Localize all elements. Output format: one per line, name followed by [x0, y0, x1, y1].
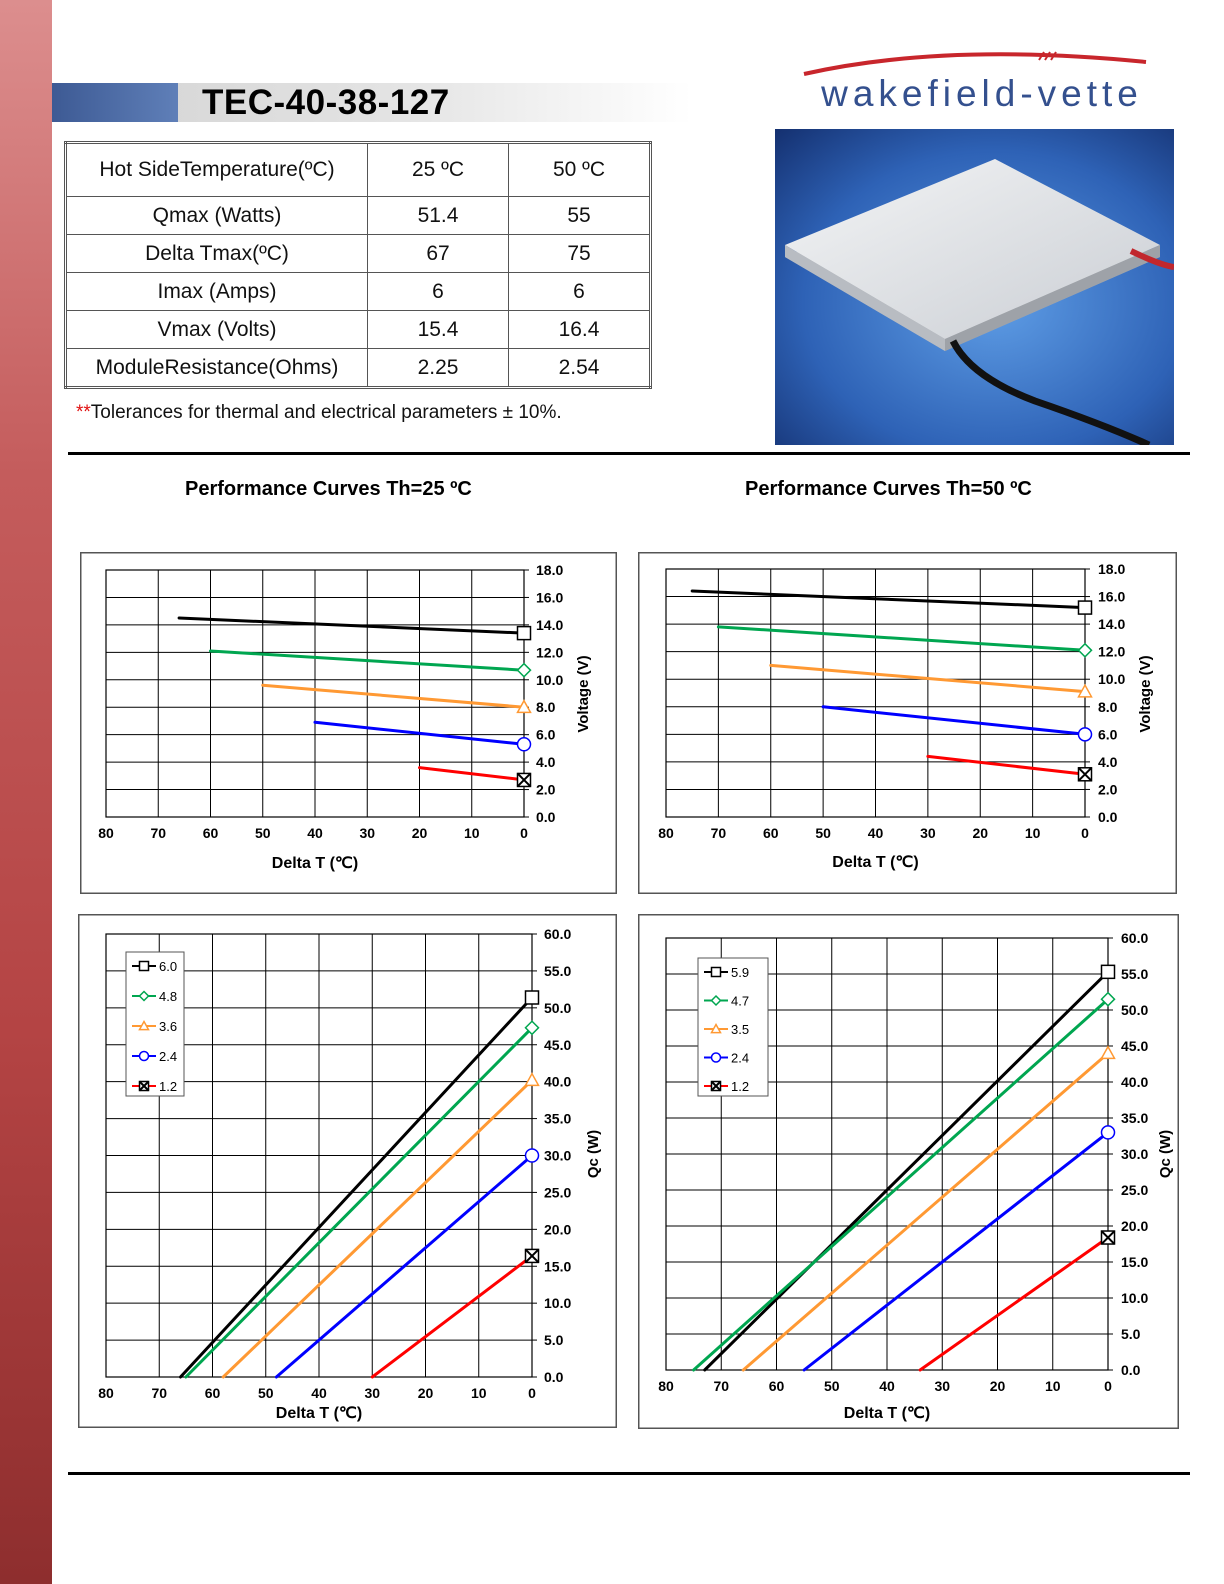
spec-value: 2.54: [509, 349, 651, 388]
x-tick-label: 80: [98, 1385, 114, 1401]
spec-value: 51.4: [368, 197, 509, 235]
chart-voltage-th25: [80, 552, 617, 894]
y-tick-label: 12.0: [536, 644, 564, 661]
y-tick-label: 0.0: [1121, 1362, 1141, 1378]
y-tick-label: 10.0: [1098, 671, 1126, 688]
y-tick-label: 0.0: [536, 809, 556, 825]
y-tick-label: 6.0: [536, 726, 556, 743]
x-tick-label: 80: [658, 1378, 674, 1394]
x-tick-label: 0: [528, 1385, 536, 1401]
spec-value: 16.4: [509, 311, 651, 349]
spec-value: 67: [368, 235, 509, 273]
chart-legend: [698, 958, 768, 1096]
chart-voltage-th50: [638, 552, 1177, 894]
y-tick-label: 15.0: [1121, 1254, 1149, 1270]
x-tick-label: 20: [989, 1378, 1006, 1394]
y-axis-label: Qc (W): [585, 1129, 602, 1179]
x-tick-label: 10: [470, 1385, 487, 1401]
y-tick-label: 4.0: [1098, 753, 1118, 770]
y-tick-label: 0.0: [1098, 809, 1118, 825]
y-tick-label: 45.0: [1121, 1038, 1149, 1054]
y-tick-label: 8.0: [536, 699, 556, 716]
spec-value: 55: [509, 197, 651, 235]
chart-frame: [639, 553, 1177, 894]
spec-row: [66, 235, 651, 273]
series-marker: [712, 1053, 721, 1062]
x-tick-label: 30: [359, 825, 376, 841]
x-tick-label: 60: [202, 825, 219, 841]
spec-value: 15.4: [368, 311, 509, 349]
y-tick-label: 10.0: [536, 671, 564, 688]
y-tick-label: 30.0: [1121, 1146, 1149, 1162]
series-marker: [140, 1052, 149, 1061]
x-axis-label: Delta T (℃): [832, 854, 919, 871]
x-tick-label: 10: [463, 825, 480, 841]
chart-legend: [126, 952, 184, 1096]
x-tick-label: 70: [151, 1385, 168, 1401]
x-tick-label: 50: [254, 825, 271, 841]
x-tick-label: 20: [972, 825, 989, 841]
spec-value: 6: [368, 273, 509, 311]
y-tick-label: 25.0: [1121, 1182, 1149, 1198]
legend-entry: 2.4: [159, 1049, 178, 1064]
series-marker: [140, 1082, 149, 1091]
spec-label: Imax (Amps): [66, 273, 368, 311]
spec-row: [66, 197, 651, 235]
x-tick-label: 50: [815, 825, 831, 841]
y-tick-label: 40.0: [544, 1073, 572, 1090]
y-tick-label: 5.0: [1121, 1326, 1141, 1342]
series-marker: [526, 991, 539, 1004]
legend-entry: 5.9: [731, 965, 750, 980]
x-tick-label: 30: [364, 1385, 381, 1401]
y-tick-label: 2.0: [1098, 781, 1118, 798]
y-tick-label: 55.0: [544, 962, 572, 979]
x-tick-label: 10: [1044, 1378, 1061, 1394]
x-tick-label: 40: [879, 1378, 895, 1394]
y-tick-label: 25.0: [544, 1184, 572, 1201]
perf-title-50: Performance Curves Th=50 ºC: [745, 478, 1032, 500]
spec-row: [66, 273, 651, 311]
spec-label: Hot SideTemperature(ºC): [66, 143, 368, 197]
x-tick-label: 60: [768, 1378, 785, 1394]
y-tick-label: 40.0: [1121, 1074, 1149, 1090]
legend-entry: 1.2: [159, 1079, 178, 1094]
y-axis-label: Voltage (V): [1137, 655, 1154, 733]
y-axis-label: Voltage (V): [575, 655, 592, 733]
spec-value: 75: [509, 235, 651, 273]
x-tick-label: 10: [1024, 825, 1041, 841]
y-tick-label: 8.0: [1098, 698, 1118, 715]
series-marker: [712, 968, 721, 977]
x-tick-label: 0: [520, 825, 528, 841]
legend-entry: 3.5: [731, 1022, 750, 1037]
series-marker: [518, 738, 531, 751]
x-axis-label: Delta T (℃): [271, 855, 359, 872]
y-tick-label: 0.0: [544, 1369, 564, 1385]
spec-label: Delta Tmax(ºC): [66, 235, 368, 273]
series-marker: [140, 962, 149, 971]
series-marker: [1102, 965, 1115, 978]
x-tick-label: 40: [307, 825, 323, 841]
y-tick-label: 14.0: [1098, 616, 1126, 633]
y-tick-label: 10.0: [1121, 1290, 1149, 1306]
tolerance-asterisks: **: [76, 402, 91, 423]
x-tick-label: 70: [710, 825, 727, 841]
x-tick-label: 70: [150, 825, 167, 841]
x-axis-label: Delta T (℃): [843, 1405, 931, 1422]
tolerance-note: [76, 402, 562, 424]
spec-value: 6: [509, 273, 651, 311]
divider-bottom: [68, 1472, 1190, 1475]
tolerance-text: Tolerances for thermal and electrical parameters ± 10%.: [90, 402, 562, 423]
x-tick-label: 20: [417, 1385, 434, 1401]
chart-qc-th25: [78, 914, 617, 1428]
spec-row: [66, 143, 651, 197]
y-tick-label: 50.0: [1121, 1002, 1149, 1018]
x-tick-label: 30: [920, 825, 936, 841]
y-tick-label: 50.0: [544, 999, 572, 1016]
spec-row: [66, 349, 651, 388]
y-tick-label: 15.0: [544, 1258, 572, 1275]
logo-wordmark: wakefield-vette: [821, 73, 1143, 114]
series-marker: [712, 1082, 721, 1091]
x-tick-label: 0: [1081, 825, 1089, 841]
spec-row: [66, 311, 651, 349]
y-tick-label: 2.0: [536, 781, 556, 798]
y-tick-label: 35.0: [544, 1110, 572, 1127]
x-tick-label: 80: [658, 825, 674, 841]
legend-entry: 1.2: [731, 1079, 750, 1094]
y-tick-label: 35.0: [1121, 1110, 1149, 1126]
x-tick-label: 40: [311, 1385, 327, 1401]
x-tick-label: 70: [713, 1378, 730, 1394]
x-tick-label: 20: [411, 825, 428, 841]
x-tick-label: 0: [1104, 1378, 1112, 1394]
y-tick-label: 6.0: [1098, 726, 1118, 743]
series-marker: [518, 627, 531, 640]
y-tick-label: 10.0: [544, 1295, 572, 1312]
spec-value: 50 ºC: [509, 143, 651, 197]
y-tick-label: 20.0: [1121, 1218, 1149, 1234]
y-tick-label: 60.0: [1121, 930, 1149, 946]
y-tick-label: 20.0: [544, 1221, 572, 1238]
series-marker: [1079, 601, 1092, 614]
y-tick-label: 16.0: [536, 589, 564, 606]
divider-top: [68, 452, 1190, 455]
y-tick-label: 18.0: [536, 562, 564, 578]
y-tick-label: 12.0: [1098, 643, 1126, 660]
specifications-table: [64, 141, 652, 389]
series-marker: [1079, 768, 1092, 781]
y-tick-label: 4.0: [536, 754, 556, 771]
page-title: TEC-40-38-127: [202, 83, 450, 122]
title-band-accent: [52, 83, 178, 122]
legend-entry: 3.6: [159, 1019, 178, 1034]
y-tick-label: 55.0: [1121, 966, 1149, 982]
y-tick-label: 30.0: [544, 1147, 572, 1164]
x-tick-label: 60: [204, 1385, 221, 1401]
x-tick-label: 60: [762, 825, 779, 841]
legend-entry: 4.7: [731, 993, 750, 1009]
y-tick-label: 16.0: [1098, 588, 1126, 605]
spec-label: Qmax (Watts): [66, 197, 368, 235]
product-photo: [775, 129, 1174, 445]
y-tick-label: 45.0: [544, 1036, 572, 1053]
series-marker: [526, 1249, 539, 1262]
spec-label: ModuleResistance(Ohms): [66, 349, 368, 388]
series-marker: [1102, 1126, 1115, 1139]
x-tick-label: 30: [934, 1378, 951, 1394]
company-logo: [796, 40, 1168, 114]
series-marker: [1079, 728, 1092, 741]
series-marker: [518, 773, 531, 786]
legend-entry: 6.0: [159, 959, 178, 974]
x-axis-label: Delta T (℃): [275, 1405, 363, 1422]
y-axis-label: Qc (W): [1157, 1129, 1174, 1179]
title-band: [52, 83, 692, 122]
spec-value: 25 ºC: [368, 143, 509, 197]
y-tick-label: 60.0: [544, 926, 572, 942]
legend-entry: 4.8: [159, 989, 178, 1004]
y-tick-label: 18.0: [1098, 561, 1126, 577]
x-tick-label: 40: [867, 825, 884, 841]
y-tick-label: 5.0: [544, 1332, 564, 1349]
perf-title-25: Performance Curves Th=25 ºC: [185, 478, 472, 500]
series-marker: [526, 1149, 539, 1162]
chart-qc-th50: [638, 914, 1179, 1429]
x-tick-label: 50: [823, 1378, 840, 1394]
series-marker: [1102, 1231, 1115, 1244]
spec-label: Vmax (Volts): [66, 311, 368, 349]
legend-entry: 2.4: [731, 1050, 750, 1066]
spec-value: 2.25: [368, 349, 509, 388]
side-accent-bar: [0, 0, 52, 1584]
y-tick-label: 14.0: [536, 616, 564, 633]
x-tick-label: 80: [98, 825, 114, 841]
x-tick-label: 50: [257, 1385, 274, 1401]
